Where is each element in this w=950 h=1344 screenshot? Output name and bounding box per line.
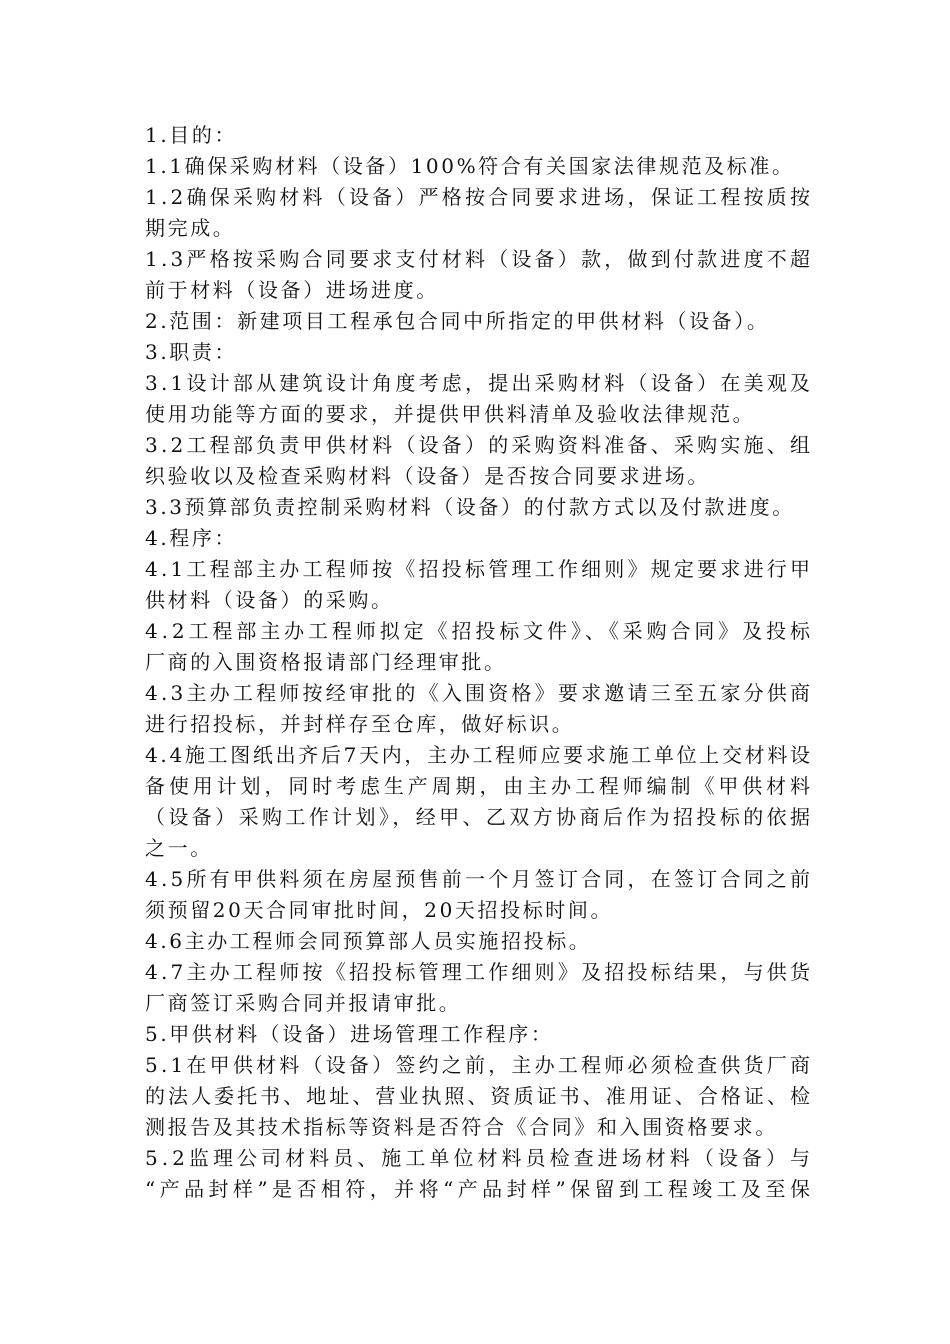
text-run: 1.2确保采购材料（设备）严格按合同要求进场，保证工程按质按 bbox=[145, 185, 814, 209]
text-line bbox=[145, 1050, 814, 1081]
text-line bbox=[145, 244, 814, 275]
text-line: 测报告及其技术指标等资料是否符合《合同》和入围资格要求。 bbox=[145, 1115, 778, 1139]
text-line bbox=[145, 740, 813, 771]
text-run: 5.1在甲供材料（设备）签约之前，主办工程师必须检查供货厂商 bbox=[145, 1053, 814, 1077]
text-line: 5.甲供材料（设备）进场管理工作程序： bbox=[145, 1022, 554, 1046]
text-run: 4.1工程部主办工程师按《招投标管理工作细则》规定要求进行甲 bbox=[145, 557, 814, 581]
text-line: 供材料（设备）的采购。 bbox=[145, 588, 394, 612]
text-line: 1.目的： bbox=[145, 123, 238, 147]
text-run: 的法人委托书、地址、营业执照、资质证书、准用证、合格证、检 bbox=[145, 1084, 814, 1108]
text-line: 前于材料（设备）进场进度。 bbox=[145, 278, 439, 302]
text-run: 1.3严格按采购合同要求支付材料（设备）款，做到付款进度不超 bbox=[145, 247, 814, 271]
text-line: 3.3预算部负责控制采购材料（设备）的付款方式以及付款进度。 bbox=[145, 495, 795, 519]
text-line bbox=[145, 802, 814, 833]
text-run: 4.3主办工程师按经审批的《入围资格》要求邀请三至五家分供商 bbox=[145, 681, 814, 705]
text-run: 3.1设计部从建筑设计角度考虑，提出采购材料（设备）在美观及 bbox=[145, 371, 814, 395]
text-run: 4.7主办工程师按《招投标管理工作细则》及招投标结果，与供货 bbox=[145, 960, 814, 984]
text-run: 5.2监理公司材料员、施工单位材料员检查进场材料（设备）与 bbox=[145, 1146, 815, 1170]
text-run: 4.5所有甲供料须在房屋预售前一个月签订合同，在签订合同之前 bbox=[145, 867, 814, 891]
text-line: 进行招投标，并封样存至仓库，做好标识。 bbox=[145, 712, 575, 736]
text-line bbox=[145, 957, 814, 988]
text-line bbox=[145, 1174, 815, 1205]
text-line: 2.范围：新建项目工程承包合同中所指定的甲供材料（设备）。 bbox=[145, 309, 770, 333]
text-line: 厂商的入围资格报请部门经理审批。 bbox=[145, 650, 507, 674]
text-run: 3.2工程部负责甲供材料（设备）的采购资料准备、采购实施、组 bbox=[145, 433, 814, 457]
text-line: 织验收以及检查采购材料（设备）是否按合同要求进场。 bbox=[145, 464, 710, 488]
text-line: 厂商签订采购合同并报请审批。 bbox=[145, 991, 462, 1015]
text-line bbox=[145, 430, 814, 461]
text-line: 之一。 bbox=[145, 836, 213, 860]
text-line: 4.6主办工程师会同预算部人员实施招投标。 bbox=[145, 929, 592, 953]
text-line bbox=[145, 554, 814, 585]
text-line bbox=[145, 368, 814, 399]
text-line: 期完成。 bbox=[145, 216, 236, 240]
document-body bbox=[145, 120, 815, 1205]
text-run: 4.2工程部主办工程师拟定《招投标文件》、《采购合同》及投标 bbox=[145, 619, 814, 643]
text-line: 1.1确保采购材料（设备）100%符合有关国家法律规范及标准。 bbox=[145, 154, 795, 178]
text-line: 使用功能等方面的要求，并提供甲供料清单及验收法律规范。 bbox=[145, 402, 756, 426]
text-run: “产品封样”是否相符，并将“产品封样”保留到工程竣工及至保 bbox=[145, 1177, 815, 1201]
text-line bbox=[145, 1143, 815, 1174]
text-run: （设备）采购工作计划》，经甲、乙双方协商后作为招投标的依据 bbox=[145, 805, 814, 829]
text-line bbox=[145, 182, 814, 213]
text-run: 4.4施工图纸出齐后7天内，主办工程师应要求施工单位上交材料设 bbox=[145, 743, 813, 767]
text-line bbox=[145, 1081, 814, 1112]
text-run: 备使用计划，同时考虑生产周期，由主办工程师编制《甲供材料 bbox=[145, 774, 814, 798]
text-line bbox=[145, 616, 814, 647]
text-line bbox=[145, 678, 814, 709]
text-line bbox=[145, 771, 814, 802]
text-line bbox=[145, 864, 814, 895]
text-line: 须预留20天合同审批时间，20天招投标时间。 bbox=[145, 898, 614, 922]
text-line: 3.职责： bbox=[145, 340, 238, 364]
text-line: 4.程序： bbox=[145, 526, 238, 550]
